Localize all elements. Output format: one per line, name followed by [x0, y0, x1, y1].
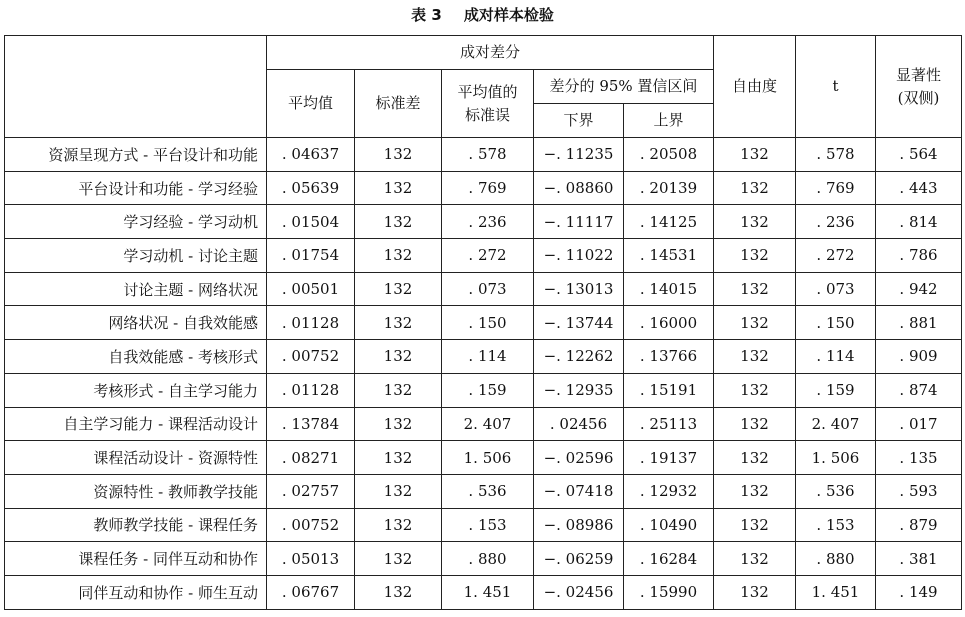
table-title: 成对样本检验 [463, 6, 554, 24]
ci-upper-cell: . 14015 [624, 272, 714, 306]
df-cell: 132 [714, 373, 796, 407]
row-label-header [5, 36, 267, 138]
ci-lower-cell: −. 02456 [534, 575, 624, 609]
ci-lower-cell: −. 11022 [534, 239, 624, 273]
paired-differences-header: 成对差分 [267, 36, 714, 70]
t-cell: . 236 [796, 205, 876, 239]
ci-lower-cell: . 02456 [534, 407, 624, 441]
table-row [5, 205, 962, 239]
ci-lower-cell: −. 06259 [534, 542, 624, 576]
t-cell: . 536 [796, 474, 876, 508]
sig-cell: . 017 [876, 407, 962, 441]
se-header-line1: 平均值的 [457, 83, 518, 101]
table-row [5, 407, 962, 441]
table-row [5, 508, 962, 542]
sig-cell: . 879 [876, 508, 962, 542]
df-cell: 132 [714, 272, 796, 306]
ci-upper-cell: . 15990 [624, 575, 714, 609]
ci-lower-cell: −. 11235 [534, 138, 624, 172]
df-cell: 132 [714, 239, 796, 273]
t-cell: . 153 [796, 508, 876, 542]
sd-cell: 132 [355, 441, 442, 475]
t-cell: . 073 [796, 272, 876, 306]
pair-label: 自我效能感 - 考核形式 [5, 340, 267, 374]
se-cell: . 272 [442, 239, 534, 273]
sig-header [876, 36, 962, 138]
pair-label: 资源呈现方式 - 平台设计和功能 [5, 138, 267, 172]
df-cell: 132 [714, 575, 796, 609]
ci-upper-cell: . 20139 [624, 171, 714, 205]
table-caption [0, 0, 965, 30]
se-header [442, 70, 534, 138]
t-cell: . 150 [796, 306, 876, 340]
t-cell: 1. 451 [796, 575, 876, 609]
se-cell: . 578 [442, 138, 534, 172]
table-row [5, 340, 962, 374]
ci-lower-cell: −. 08860 [534, 171, 624, 205]
ci-upper-cell: . 12932 [624, 474, 714, 508]
sd-cell: 132 [355, 407, 442, 441]
mean-cell: . 02757 [267, 474, 355, 508]
mean-header: 平均值 [267, 70, 355, 138]
se-header-line2: 标准误 [464, 105, 510, 124]
ci-lower-header: 下界 [534, 104, 624, 138]
mean-cell: . 01754 [267, 239, 355, 273]
se-cell: . 114 [442, 340, 534, 374]
table-header [5, 36, 962, 138]
table-row [5, 239, 962, 273]
ci-lower-cell: −. 08986 [534, 508, 624, 542]
table-row [5, 373, 962, 407]
ci-lower-cell: −. 13013 [534, 272, 624, 306]
ci-upper-cell: . 16284 [624, 542, 714, 576]
t-cell: . 578 [796, 138, 876, 172]
df-cell: 132 [714, 306, 796, 340]
df-header: 自由度 [714, 36, 796, 138]
sig-header-line1: 显著性 [895, 66, 941, 84]
ci-lower-cell: −. 12262 [534, 340, 624, 374]
sig-cell: . 874 [876, 373, 962, 407]
pair-label: 学习经验 - 学习动机 [5, 205, 267, 239]
table-row [5, 171, 962, 205]
sig-cell: . 942 [876, 272, 962, 306]
sig-cell: . 814 [876, 205, 962, 239]
ci-upper-cell: . 19137 [624, 441, 714, 475]
pair-label: 平台设计和功能 - 学习经验 [5, 171, 267, 205]
table-row [5, 575, 962, 609]
se-cell: . 150 [442, 306, 534, 340]
mean-cell: . 01128 [267, 373, 355, 407]
sig-cell: . 881 [876, 306, 962, 340]
df-cell: 132 [714, 171, 796, 205]
sd-cell: 132 [355, 272, 442, 306]
sd-cell: 132 [355, 138, 442, 172]
ci-upper-cell: . 20508 [624, 138, 714, 172]
ci-lower-cell: −. 12935 [534, 373, 624, 407]
t-cell: . 769 [796, 171, 876, 205]
se-cell: 1. 506 [442, 441, 534, 475]
ci-upper-cell: . 25113 [624, 407, 714, 441]
pair-label: 网络状况 - 自我效能感 [5, 306, 267, 340]
sig-cell: . 564 [876, 138, 962, 172]
mean-cell: . 13784 [267, 407, 355, 441]
table-row [5, 306, 962, 340]
pair-label: 资源特性 - 教师教学技能 [5, 474, 267, 508]
se-cell: . 769 [442, 171, 534, 205]
table-row [5, 138, 962, 172]
sig-cell: . 909 [876, 340, 962, 374]
table-row [5, 542, 962, 576]
ci-header: 差分的 95% 置信区间 [534, 70, 714, 104]
sd-cell: 132 [355, 239, 442, 273]
df-cell: 132 [714, 474, 796, 508]
df-cell: 132 [714, 138, 796, 172]
mean-cell: . 06767 [267, 575, 355, 609]
sd-cell: 132 [355, 373, 442, 407]
sig-cell: . 135 [876, 441, 962, 475]
sig-cell: . 593 [876, 474, 962, 508]
sd-cell: 132 [355, 340, 442, 374]
ci-upper-cell: . 15191 [624, 373, 714, 407]
ci-upper-cell: . 16000 [624, 306, 714, 340]
t-cell: . 114 [796, 340, 876, 374]
ci-lower-cell: −. 07418 [534, 474, 624, 508]
sd-header: 标准差 [355, 70, 442, 138]
df-cell: 132 [714, 542, 796, 576]
pair-label: 考核形式 - 自主学习能力 [5, 373, 267, 407]
mean-cell: . 05639 [267, 171, 355, 205]
ci-lower-cell: −. 13744 [534, 306, 624, 340]
ci-upper-cell: . 13766 [624, 340, 714, 374]
se-cell: . 159 [442, 373, 534, 407]
table-body [5, 138, 962, 610]
ci-lower-cell: −. 11117 [534, 205, 624, 239]
pair-label: 课程任务 - 同伴互动和协作 [5, 542, 267, 576]
se-cell: 2. 407 [442, 407, 534, 441]
sig-cell: . 381 [876, 542, 962, 576]
mean-cell: . 00752 [267, 508, 355, 542]
sd-cell: 132 [355, 474, 442, 508]
sd-cell: 132 [355, 575, 442, 609]
se-cell: . 536 [442, 474, 534, 508]
sd-cell: 132 [355, 508, 442, 542]
sig-header-line2: (双侧) [897, 88, 940, 107]
pair-label: 课程活动设计 - 资源特性 [5, 441, 267, 475]
t-cell: . 159 [796, 373, 876, 407]
paired-samples-test-table [4, 35, 962, 610]
mean-cell: . 01128 [267, 306, 355, 340]
sd-cell: 132 [355, 542, 442, 576]
se-cell: . 880 [442, 542, 534, 576]
df-cell: 132 [714, 508, 796, 542]
df-cell: 132 [714, 340, 796, 374]
ci-upper-cell: . 14531 [624, 239, 714, 273]
mean-cell: . 00752 [267, 340, 355, 374]
sd-cell: 132 [355, 205, 442, 239]
sig-cell: . 443 [876, 171, 962, 205]
mean-cell: . 04637 [267, 138, 355, 172]
sd-cell: 132 [355, 171, 442, 205]
t-cell: 1. 506 [796, 441, 876, 475]
se-cell: 1. 451 [442, 575, 534, 609]
t-cell: . 880 [796, 542, 876, 576]
t-cell: . 272 [796, 239, 876, 273]
df-cell: 132 [714, 407, 796, 441]
se-cell: . 153 [442, 508, 534, 542]
table-number: 表 3 [411, 6, 442, 24]
table-row [5, 474, 962, 508]
pair-label: 学习动机 - 讨论主题 [5, 239, 267, 273]
ci-upper-header: 上界 [624, 104, 714, 138]
df-cell: 132 [714, 205, 796, 239]
mean-cell: . 01504 [267, 205, 355, 239]
mean-cell: . 05013 [267, 542, 355, 576]
ci-upper-cell: . 14125 [624, 205, 714, 239]
mean-cell: . 00501 [267, 272, 355, 306]
table-row [5, 272, 962, 306]
mean-cell: . 08271 [267, 441, 355, 475]
ci-upper-cell: . 10490 [624, 508, 714, 542]
sig-cell: . 786 [876, 239, 962, 273]
ci-lower-cell: −. 02596 [534, 441, 624, 475]
t-header: t [796, 36, 876, 138]
pair-label: 讨论主题 - 网络状况 [5, 272, 267, 306]
df-cell: 132 [714, 441, 796, 475]
se-cell: . 073 [442, 272, 534, 306]
table-row [5, 441, 962, 475]
t-cell: 2. 407 [796, 407, 876, 441]
se-cell: . 236 [442, 205, 534, 239]
sd-cell: 132 [355, 306, 442, 340]
pair-label: 自主学习能力 - 课程活动设计 [5, 407, 267, 441]
sig-cell: . 149 [876, 575, 962, 609]
pair-label: 同伴互动和协作 - 师生互动 [5, 575, 267, 609]
pair-label: 教师教学技能 - 课程任务 [5, 508, 267, 542]
